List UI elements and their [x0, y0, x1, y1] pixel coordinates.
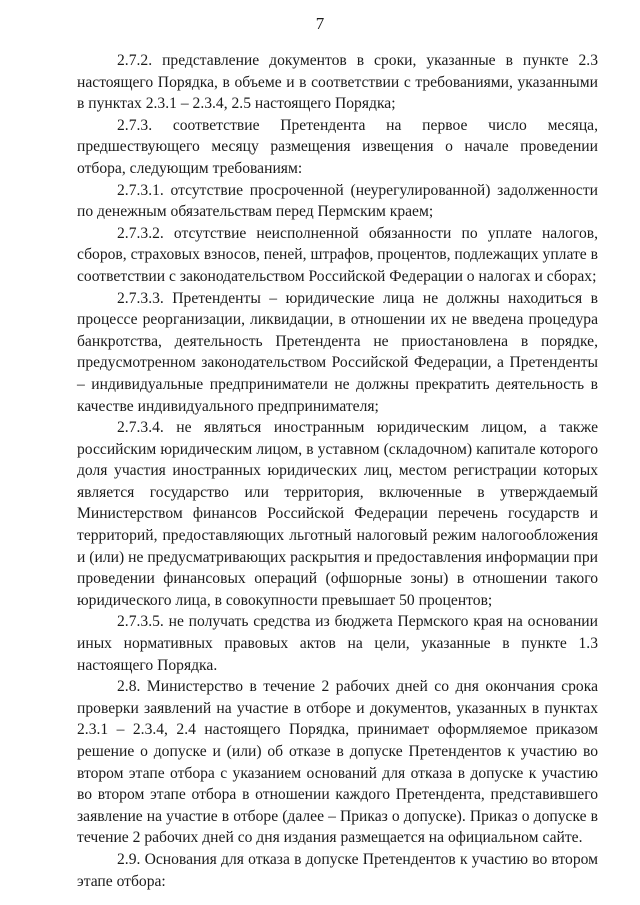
paragraph-2-7-3: 2.7.3. соответствие Претендента на первое число месяца, предшествующего месяцу размещения извещения о начале проведении отбора, следующим требованиям: — [77, 116, 598, 177]
page-number: 7 — [315, 14, 325, 33]
paragraph-2-7-3-5: 2.7.3.5. не получать средства из бюджета Пермского края на основании иных нормативных правовых актов на цели, указанные в пункте 1.3 настоящего Порядка. — [77, 613, 598, 674]
paragraph-2-7-2: 2.7.2. представление документов в сроки, указанные в пункте 2.3 настоящего Порядка, в объеме и в соответствии с требованиями, указанными в пунктах 2.3.1 – 2.3.4, 2.5 настоящего Порядка; — [77, 52, 598, 113]
paragraph-2-7-3-4: 2.7.3.4. не являться иностранным юридическим лицом, а также российским юридическим лицом, в уставном (складочном) капитале которого доля участия иностранных юридических лиц, местом регистрации которых является государство или территория, включенные в утверждаемый Министерством финансов Российской Федерации перечень государств и территорий, предоставляющих льготный налоговый режим налогообложения и (или) не предусматривающих раскрытия и предоставления информации при проведении финансовых операций (офшорные зоны) в отношении такого юридического лица, в совокупности превышает 50 процентов; — [77, 419, 598, 609]
document-body — [77, 50, 598, 892]
paragraph-2-8: 2.8. Министерство в течение 2 рабочих дней со дня окончания срока проверки заявлений на участие в отборе и документов, указанных в пунктах 2.3.1 – 2.3.4, 2.4 настоящего Порядка, принимает оформляемое приказом решение о допуске и (или) об отказе в допуске Претендентов к участию во втором этапе отбора с указанием оснований для отказа в допуске к участию во втором этапе отбора в отношении каждого Претендента, представившего заявление на участие в отборе (далее – Приказ о допуске). Приказ о допуске в течение 2 рабочих дней со дня издания размещается на официальном сайте. — [77, 678, 598, 847]
paragraph-2-7-3-3: 2.7.3.3. Претенденты – юридические лица не должны находиться в процессе реорганизации, ликвидации, в отношении их не введена процедура банкротства, деятельность Претендента не приостановлена в порядке, предусмотренном законодательством Российской Федерации, а Претенденты – индивидуальные предприниматели не должны прекратить деятельность в качестве индивидуального предпринимателя; — [77, 289, 598, 415]
paragraph-2-7-3-2: 2.7.3.2. отсутствие неисполненной обязанности по уплате налогов, сборов, страховых взносов, пеней, штрафов, процентов, подлежащих уплате в соответствии с законодательством Российской Федерации о налогах и сборах; — [77, 224, 598, 285]
paragraph-2-9: 2.9. Основания для отказа в допуске Претендентов к участию во втором этапе отбора: — [77, 850, 598, 890]
paragraph-2-7-3-1: 2.7.3.1. отсутствие просроченной (неурегулированной) задолженности по денежным обязательствам перед Пермским краем; — [77, 181, 598, 221]
